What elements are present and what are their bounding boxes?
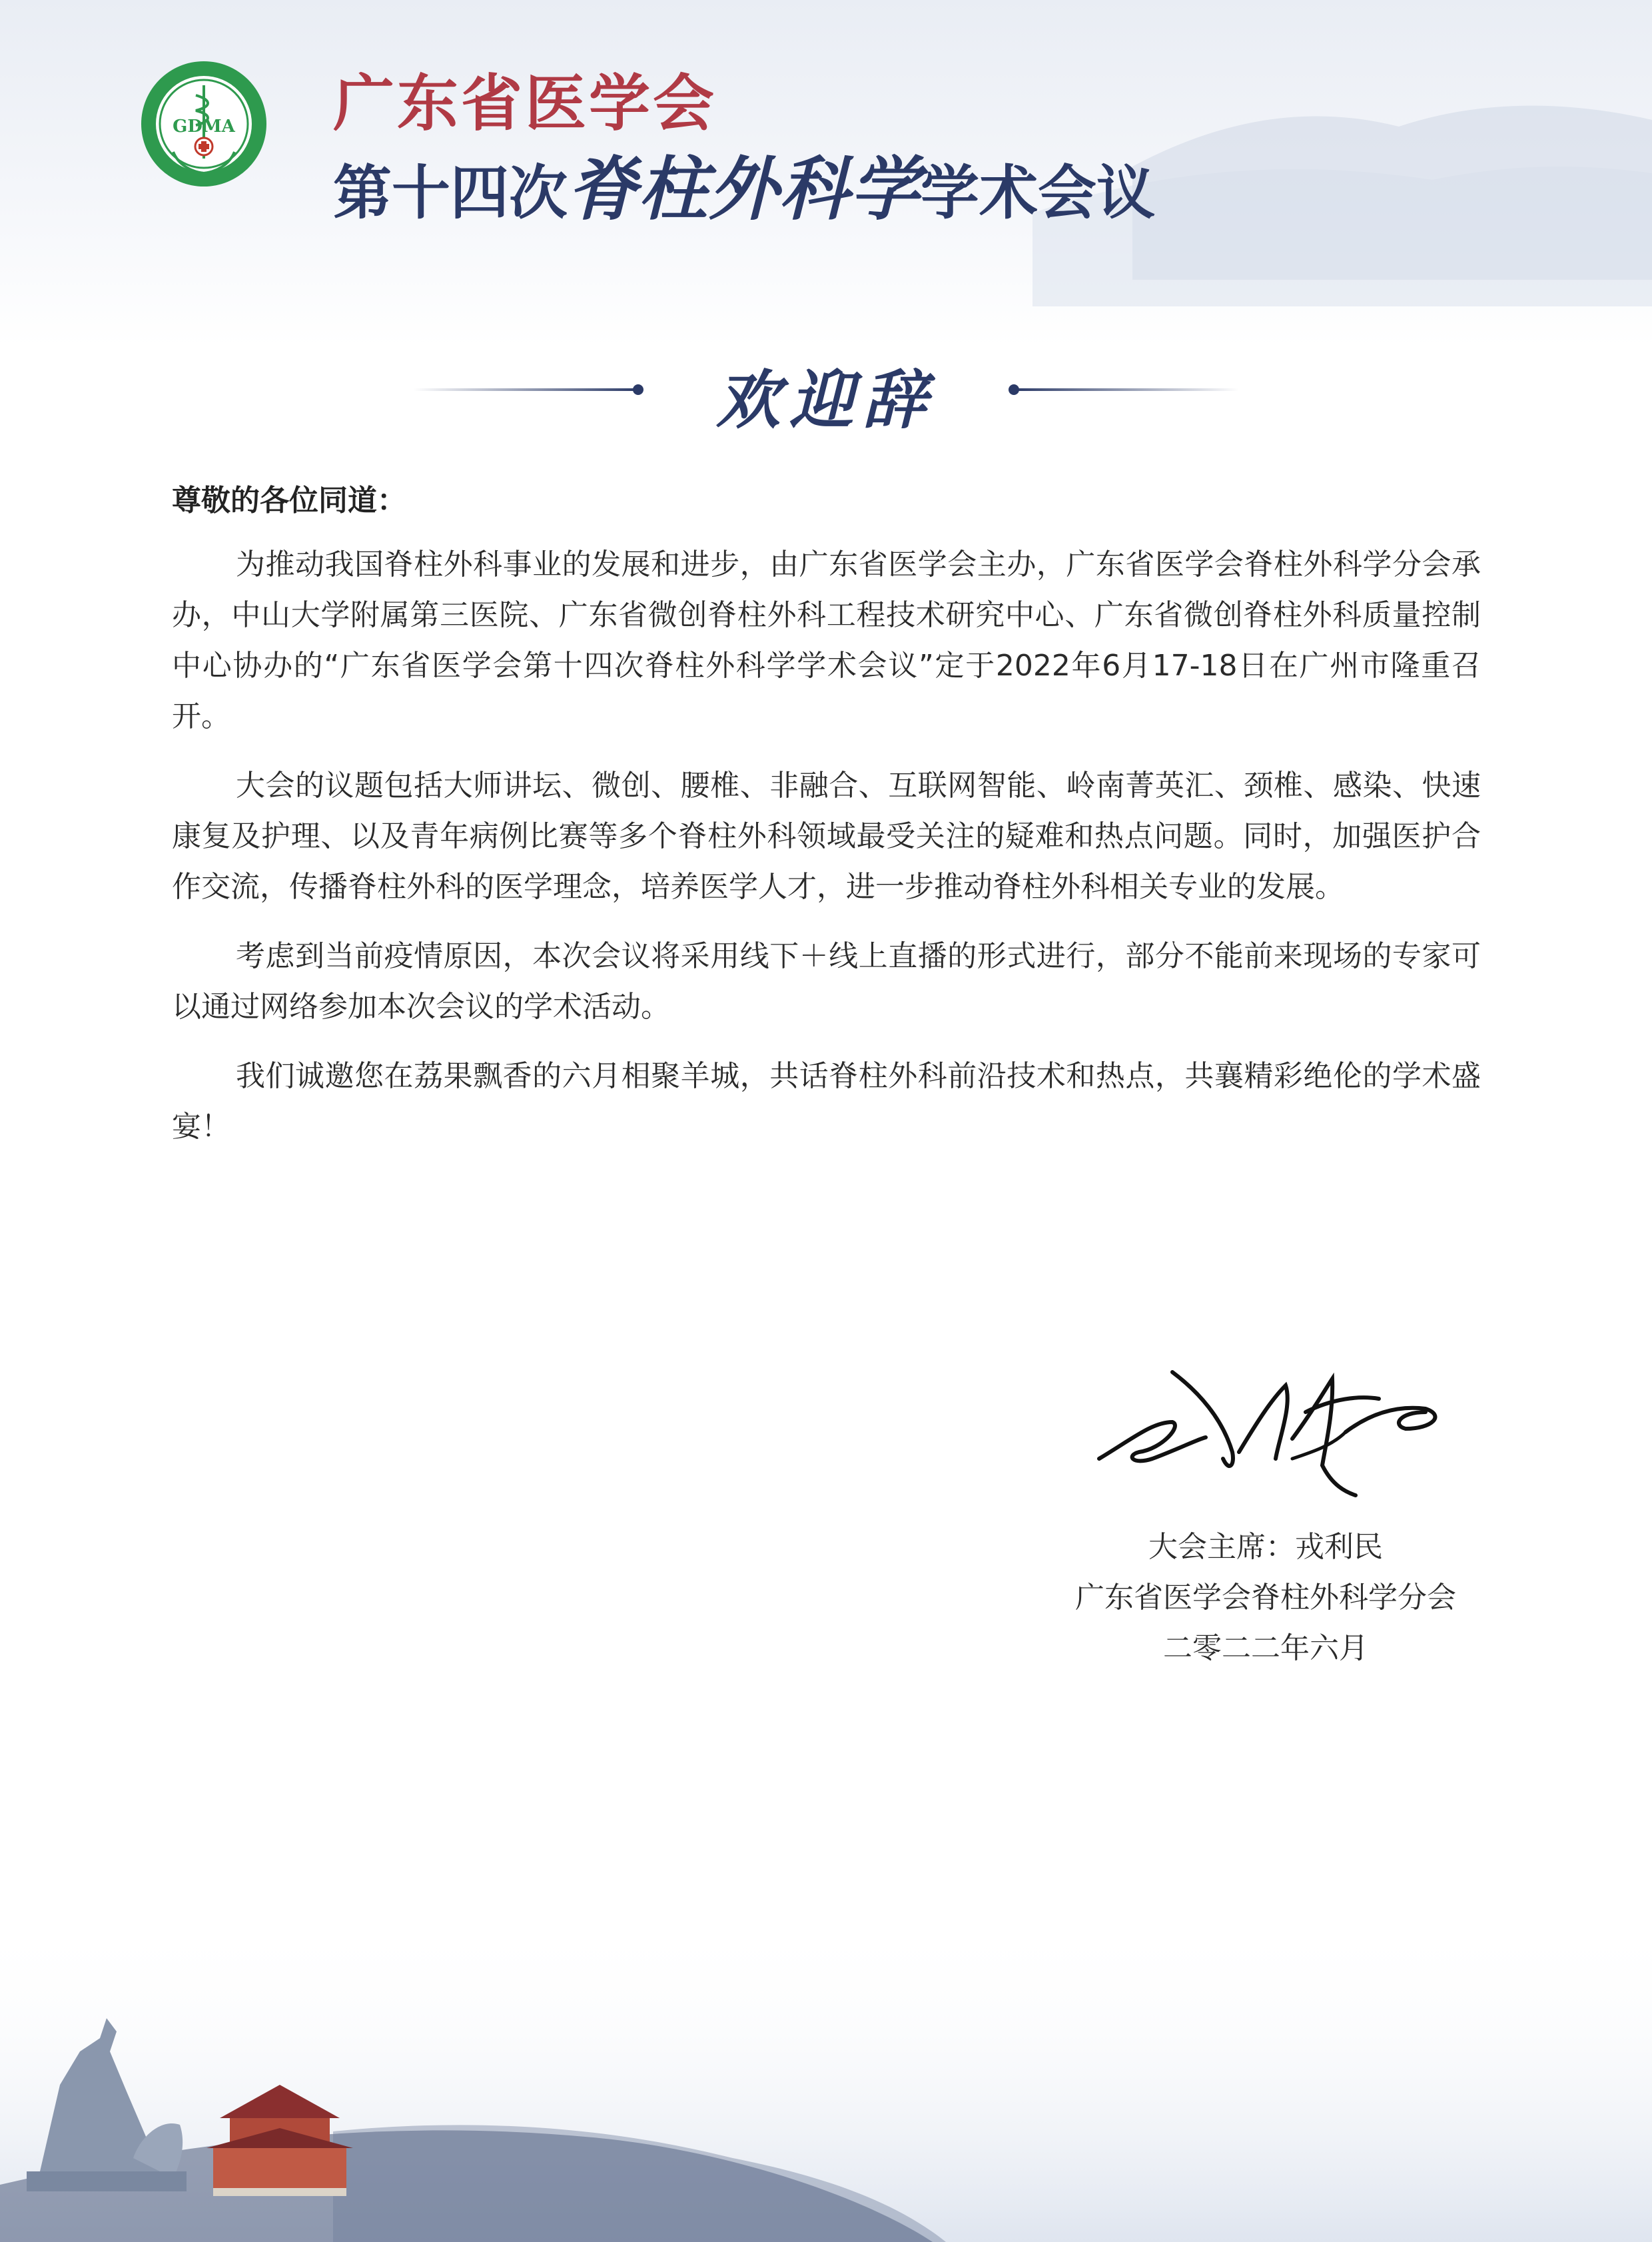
chair-name: 大会主席：戎利民 [1148, 1530, 1383, 1564]
signoff-block [1039, 1522, 1492, 1674]
letter-paragraph: 大会的议题包括大师讲坛、微创、腰椎、非融合、互联网智能、岭南菁英汇、颈椎、感染、快速康复及护理、以及青年病例比赛等多个脊柱外科领域最受关注的疑难和热点问题。同时，加强医护合作交流，传播脊柱外科的医学理念，培养医学人才，进一步推动脊柱外科相关专业的发展。 [172, 769, 1481, 904]
letter-paragraph: 考虑到当前疫情原因，本次会议将采用线下＋线上直播的形式进行，部分不能前来现场的专家可以通过网络参加本次会议的学术活动。 [172, 939, 1481, 1024]
salutation: 尊敬的各位同道： [172, 484, 406, 518]
conference-specialty: 脊柱外科学 [568, 148, 921, 230]
gdma-logo [139, 59, 269, 189]
conference-suffix: 学术会议 [921, 158, 1156, 227]
welcome-heading [413, 350, 1239, 438]
conference-title [333, 133, 1155, 233]
divider-right [1013, 388, 1239, 391]
letter-paragraph: 为推动我国脊柱外科事业的发展和进步，由广东省医学会主办，广东省医学会脊柱外科学分会承办，中山大学附属第三医院、广东省微创脊柱外科工程技术研究中心、广东省微创脊柱外科质量控制中心协办的“广东省医学会第十四次脊柱外科学学术会议”定于2022年6月17-18日在广州市隆重召开。 [172, 548, 1481, 733]
organization-title: 广东省医学会 [333, 67, 717, 139]
handwritten-signature [1092, 1359, 1452, 1505]
logo-text: GDMA [173, 117, 235, 137]
letter-body [172, 540, 1481, 1171]
letter-paragraph: 我们诚邀您在荔果飘香的六月相聚羊城，共话脊柱外科前沿技术和热点，共襄精彩绝伦的学术盛宴！ [172, 1059, 1481, 1144]
welcome-title: 欢迎辞 [716, 362, 936, 438]
conference-prefix: 第十四次 [333, 158, 568, 227]
signoff-date: 二零二二年六月 [1163, 1631, 1368, 1665]
signoff-organization: 广东省医学会脊柱外科学分会 [1075, 1581, 1456, 1615]
guangzhou-landmark-illustration [0, 1918, 1652, 2242]
